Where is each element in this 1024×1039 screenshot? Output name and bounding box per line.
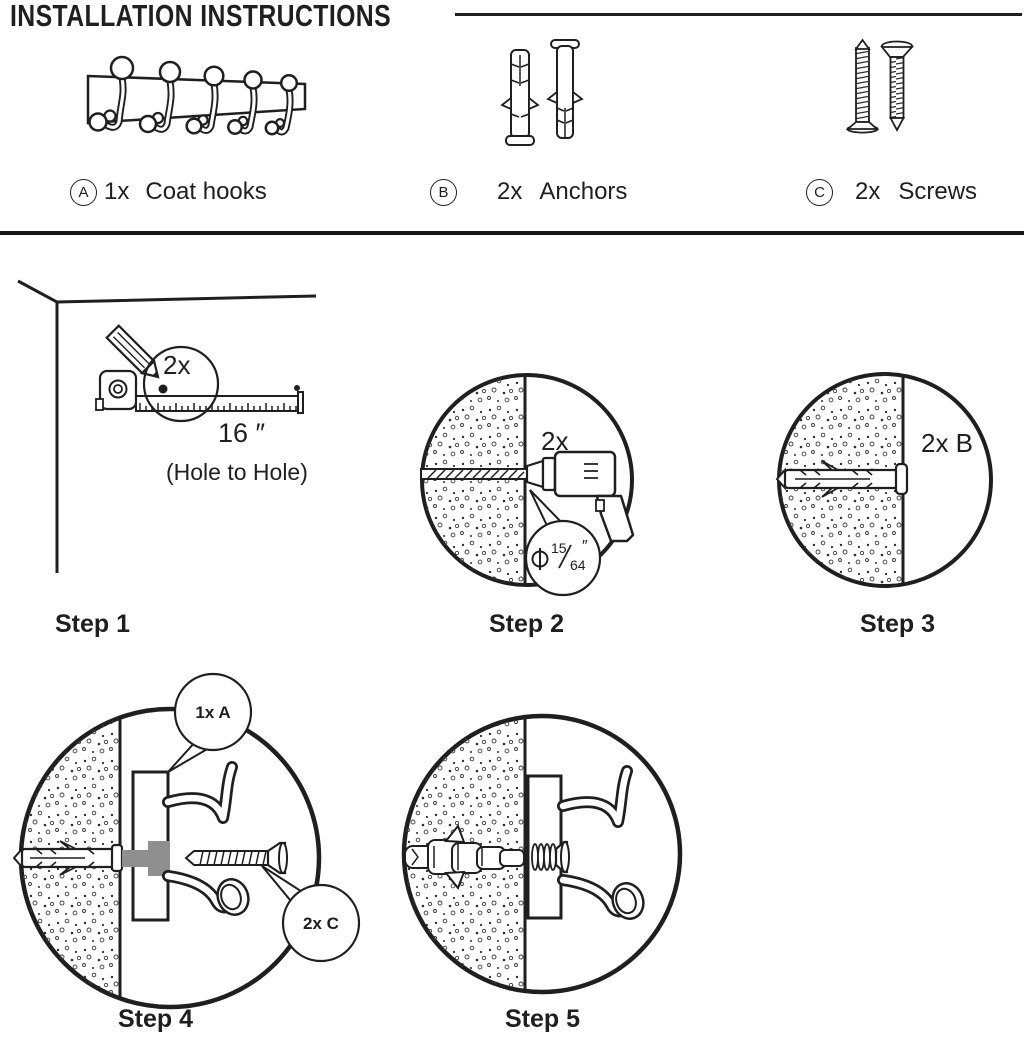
title-rule [455,13,1022,16]
part-badge-c: C [806,179,833,206]
step4-diagram [10,662,375,1014]
part-qty-c: 2x [855,178,881,205]
drill-bit [421,469,527,479]
step1-diagram [10,270,340,585]
step3-diagram [765,360,1005,595]
screw-driven [532,842,569,872]
step2-diagram [405,360,675,605]
step4-label: Step 4 [118,1005,194,1033]
step5-diagram [392,700,692,1000]
part-label-coat-hooks [70,178,267,206]
step5-label: Step 5 [505,1005,581,1033]
wall-corner-lines [18,281,316,573]
screw-right [882,42,912,131]
step1-note: (Hole to Hole) [166,459,308,485]
anchors-illustration [495,28,595,168]
part-label-screws [806,178,977,206]
part-qty-a: 1x [104,178,130,205]
part-name-a: Coat hooks [145,178,267,205]
part-badge-b: B [430,179,457,206]
drill-unit: ″ [582,538,588,555]
drill-numerator: 15 [551,540,567,556]
screws-illustration [845,26,925,144]
step2-hole-count: 2x [541,426,569,456]
page-title: INSTALLATION INSTRUCTIONS [10,0,392,33]
step1-mark-count: 2x [163,350,191,380]
wall-anchor-left [502,50,538,145]
wall-anchor-right [548,40,582,138]
step4-callout-hooks: 1x A [195,703,231,722]
step2-label: Step 2 [489,610,565,638]
drill-mark-dot-right [294,385,300,391]
tape-measure-icon [96,371,303,413]
part-name-b: Anchors [539,178,628,205]
step1-label: Step 1 [55,610,131,638]
screw-left [848,40,878,133]
step4-callout-screws: 2x C [303,914,339,933]
section-divider [0,231,1024,235]
step3-callout: 2x B [921,428,974,458]
part-name-c: Screws [898,178,978,205]
step1-distance: 16 ″ [218,418,266,448]
part-label-anchors [430,178,627,206]
part-qty-b: 2x [497,178,523,205]
drill-denominator: 64 [570,557,586,573]
step3-label: Step 3 [860,610,936,638]
drill-mark-dot-left [159,385,168,394]
part-badge-a: A [70,179,97,206]
coat-hooks-illustration [80,50,315,172]
